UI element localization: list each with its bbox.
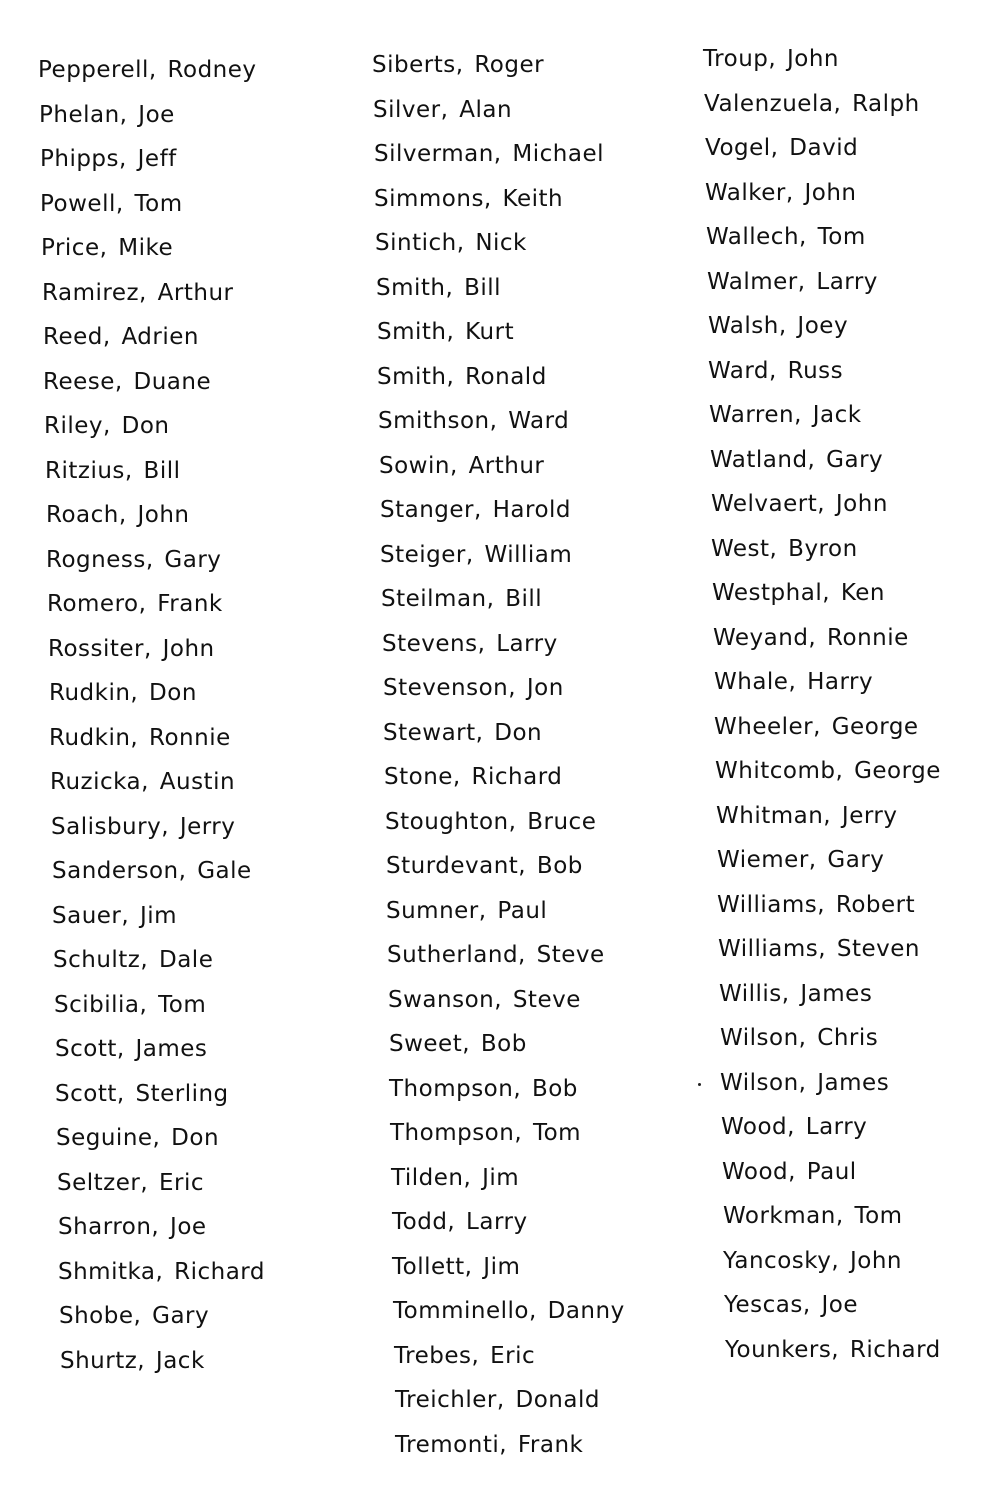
name-entry: Wilson, James (720, 1069, 889, 1097)
name-entry: Roach, John (46, 502, 190, 528)
name-entry: Rogness, Gary (46, 547, 222, 573)
name-entry: Sowin, Arthur (379, 453, 545, 479)
name-entry: Stanger, Harold (380, 497, 572, 523)
name-entry: Stevenson, Jon (383, 675, 564, 701)
name-entry: Wilson, Chris (720, 1025, 879, 1051)
name-entry: Smith, Kurt (377, 319, 515, 345)
name-entry: Whitcomb, George (715, 758, 941, 784)
name-entry: Whitman, Jerry (716, 803, 898, 829)
name-entry: Phelan, Joe (39, 102, 175, 128)
name-entry: Yancosky, John (723, 1248, 902, 1274)
name-entry: Trebes, Eric (394, 1343, 536, 1369)
name-entry: Sintich, Nick (375, 230, 527, 256)
name-entry: Willis, James (719, 981, 873, 1007)
name-entry: Simmons, Keith (374, 186, 564, 212)
name-entry: Rudkin, Ronnie (49, 725, 231, 751)
name-entry: Reese, Duane (43, 369, 212, 395)
name-entry: Sauer, Jim (52, 903, 178, 929)
name-entry: Stoughton, Bruce (385, 809, 597, 835)
name-entry: Romero, Frank (47, 591, 223, 617)
name-entry: Ward, Russ (708, 358, 844, 384)
name-entry: Smith, Bill (376, 275, 502, 301)
name-entry: Shobe, Gary (59, 1303, 210, 1329)
name-entry: Thompson, Tom (390, 1120, 582, 1146)
name-entry: Riley, Don (44, 413, 170, 439)
name-entry: Ramirez, Arthur (42, 280, 234, 306)
name-entry: Yescas, Joe (724, 1292, 858, 1318)
stray-dot-mark (698, 1083, 701, 1086)
name-entry: Walsh, Joey (708, 313, 849, 339)
name-entry: Smithson, Ward (378, 408, 570, 434)
name-entry: Tomminello, Danny (393, 1298, 625, 1324)
name-entry: Warren, Jack (709, 402, 862, 428)
name-entry: Phipps, Jeff (40, 146, 177, 172)
name-entry: Weyand, Ronnie (713, 625, 909, 651)
name-entry: Sweet, Bob (389, 1031, 527, 1057)
name-entry: Seltzer, Eric (57, 1170, 204, 1196)
name-entry: Price, Mike (41, 235, 174, 261)
name-entry: Valenzuela, Ralph (704, 91, 920, 117)
name-entry: Ritzius, Bill (45, 458, 181, 484)
name-entry: Wheeler, George (714, 714, 919, 740)
name-entry: Seguine, Don (56, 1125, 220, 1151)
name-entry: Todd, Larry (392, 1209, 528, 1235)
name-entry: Troup, John (703, 46, 839, 72)
name-entry: Steiger, William (380, 542, 573, 568)
name-entry: Sutherland, Steve (387, 942, 605, 968)
name-entry: Younkers, Richard (725, 1337, 941, 1363)
name-entry: Workman, Tom (723, 1203, 903, 1229)
name-entry: Walmer, Larry (707, 269, 878, 295)
name-entry: Walker, John (705, 180, 857, 206)
name-entry: Wiemer, Gary (717, 847, 885, 873)
name-entry: Ruzicka, Austin (50, 769, 236, 795)
name-entry: Powell, Tom (40, 191, 183, 217)
name-entry: Sumner, Paul (386, 898, 548, 924)
name-entry: Shurtz, Jack (60, 1348, 205, 1374)
name-entry: Silver, Alan (373, 97, 513, 123)
name-entry: Sanderson, Gale (52, 858, 252, 884)
name-entry: Salisbury, Jerry (51, 814, 236, 840)
name-entry: Reed, Adrien (43, 324, 199, 350)
name-entry: Tremonti, Frank (395, 1432, 584, 1458)
name-entry: Stone, Richard (384, 764, 563, 790)
name-entry: Sharron, Joe (58, 1214, 207, 1240)
name-entry: Whale, Harry (714, 669, 874, 695)
name-entry: West, Byron (711, 536, 858, 562)
name-entry: Williams, Robert (717, 892, 916, 918)
name-entry: Scibilia, Tom (54, 992, 207, 1018)
name-entry: Vogel, David (705, 135, 859, 161)
name-entry: Williams, Steven (718, 936, 921, 962)
name-entry: Thompson, Bob (389, 1076, 578, 1102)
name-entry: Stewart, Don (383, 720, 543, 746)
name-entry: Treichler, Donald (395, 1387, 600, 1413)
name-entry: Sturdevant, Bob (386, 853, 583, 879)
name-entry: Rudkin, Don (49, 680, 197, 706)
name-entry: Rossiter, John (48, 636, 215, 662)
name-entry: Siberts, Roger (372, 52, 545, 78)
name-entry: Shmitka, Richard (58, 1259, 265, 1285)
name-entry: Stevens, Larry (382, 631, 558, 657)
name-entry: Silverman, Michael (374, 141, 604, 167)
name-entry: Scott, Sterling (55, 1081, 229, 1107)
name-entry: Wood, Paul (722, 1159, 857, 1185)
name-entry: Watland, Gary (710, 447, 884, 473)
name-entry: Schultz, Dale (53, 947, 214, 973)
name-entry: Wallech, Tom (706, 224, 866, 250)
name-entry: Steilman, Bill (381, 586, 543, 612)
name-entry: Swanson, Steve (388, 987, 581, 1013)
name-entry: Scott, James (55, 1036, 208, 1062)
name-entry: Tilden, Jim (391, 1165, 520, 1191)
name-entry: Pepperell, Rodney (38, 57, 257, 83)
name-entry: Welvaert, John (711, 491, 888, 517)
name-entry: Tollett, Jim (392, 1254, 521, 1280)
name-entry: Smith, Ronald (377, 364, 547, 390)
name-entry: Wood, Larry (721, 1114, 868, 1140)
name-entry: Westphal, Ken (712, 580, 885, 606)
